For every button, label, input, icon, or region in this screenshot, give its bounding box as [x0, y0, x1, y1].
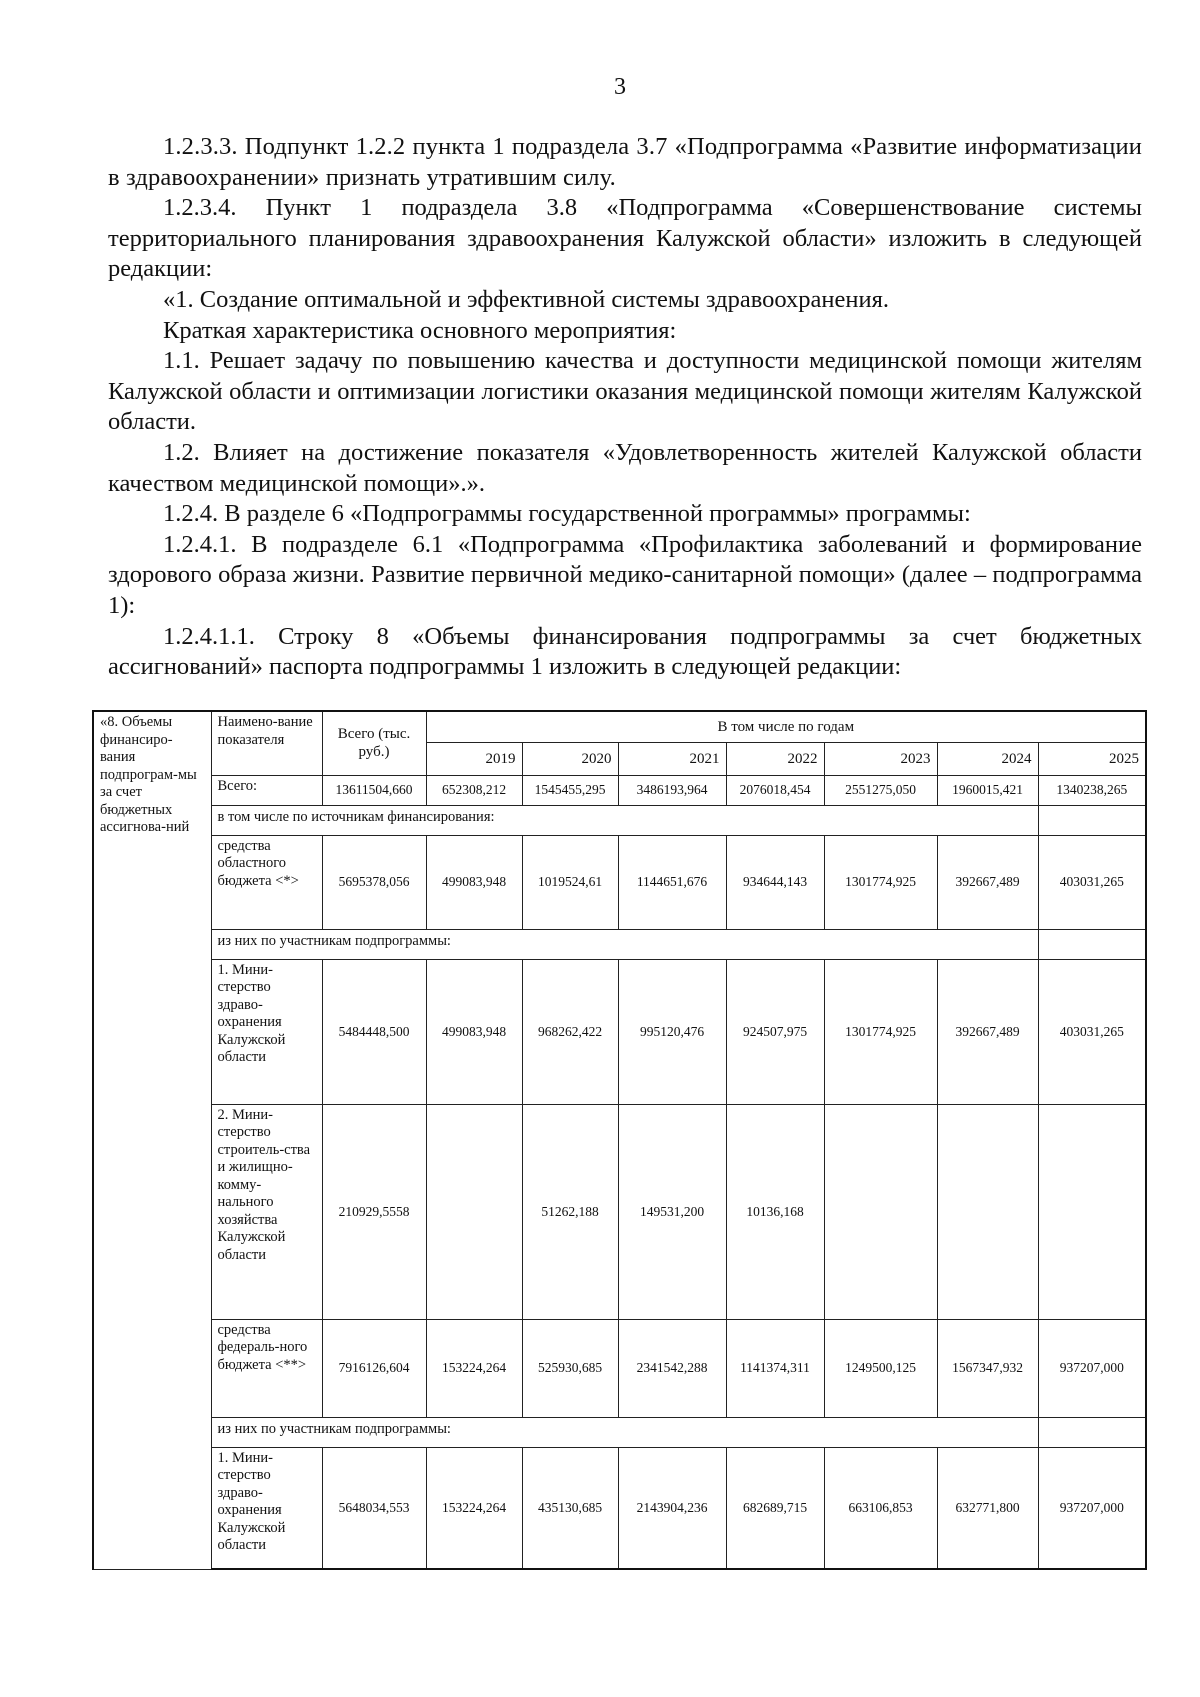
federal-budget-value: 937207,000	[1038, 1319, 1146, 1417]
total-row-value: 1340238,265	[1038, 775, 1146, 805]
ministry-health-federal-value: 682689,715	[726, 1447, 824, 1569]
ministry-construction-label: 2. Мини-стерство строитель-ства и жилищно-комму-нального хозяйства Калужской области	[211, 1104, 322, 1319]
regional-budget-total: 5695378,056	[322, 835, 426, 929]
federal-budget-label: средства федераль-ного бюджета <**>	[211, 1319, 322, 1417]
empty-cell	[1038, 929, 1146, 959]
paragraph-1-2-4: 1.2.4. В разделе 6 «Подпрограммы государственной программы» программы:	[163, 500, 971, 528]
total-row-value: 2551275,050	[824, 775, 937, 805]
regional-budget-value: 392667,489	[937, 835, 1038, 929]
ministry-construction-value	[426, 1104, 522, 1319]
ministry-health-federal-value: 663106,853	[824, 1447, 937, 1569]
regional-budget-value: 934644,143	[726, 835, 824, 929]
header-year: 2025	[1038, 742, 1146, 775]
header-year: 2023	[824, 742, 937, 775]
ministry-construction-value: 51262,188	[522, 1104, 618, 1319]
participants-caption: из них по участникам подпрограммы:	[211, 1417, 1038, 1447]
federal-budget-value: 153224,264	[426, 1319, 522, 1417]
financing-table	[92, 710, 1147, 1570]
paragraph-1-1: 1.1. Решает задачу по повышению качества и доступности медицинской помощи жителям Калужской области и оптимизации логистики оказания медицинской помощи жителям Калужской области.	[108, 347, 1142, 436]
total-row-value: 652308,212	[426, 775, 522, 805]
paragraph-1-2: 1.2. Влияет на достижение показателя «Удовлетворенность жителей Калужской области качеством медицинской помощи».».	[108, 438, 1142, 497]
ministry-health-regional-value: 1301774,925	[824, 959, 937, 1104]
empty-cell	[1038, 805, 1146, 835]
ministry-health-regional-total: 5484448,500	[322, 959, 426, 1104]
ministry-health-regional-value: 995120,476	[618, 959, 726, 1104]
federal-budget-value: 1249500,125	[824, 1319, 937, 1417]
regional-budget-value: 1019524,61	[522, 835, 618, 929]
empty-cell	[1038, 1417, 1146, 1447]
header-year: 2021	[618, 742, 726, 775]
header-by-years: В том числе по годам	[426, 711, 1146, 742]
header-year: 2024	[937, 742, 1038, 775]
ministry-construction-value	[1038, 1104, 1146, 1319]
ministry-construction-value	[937, 1104, 1038, 1319]
total-row-value: 3486193,964	[618, 775, 726, 805]
header-indicator: Наимено-вание показателя	[211, 711, 322, 775]
paragraph-1-2-4-1-1: 1.2.4.1.1. Строку 8 «Объемы финансирования подпрограммы за счет бюджетных ассигнований» паспорта подпрограммы 1 изложить в следующей редакции:	[108, 622, 1142, 681]
regional-budget-value: 1144651,676	[618, 835, 726, 929]
ministry-construction-value: 10136,168	[726, 1104, 824, 1319]
ministry-health-regional-value: 403031,265	[1038, 959, 1146, 1104]
ministry-construction-value	[824, 1104, 937, 1319]
ministry-health-regional-value: 924507,975	[726, 959, 824, 1104]
federal-budget-value: 525930,685	[522, 1319, 618, 1417]
ministry-health-federal-value: 632771,800	[937, 1447, 1038, 1569]
ministry-health-regional-label: 1. Мини-стерство здраво-охранения Калужской области	[211, 959, 322, 1104]
ministry-health-federal-value: 2143904,236	[618, 1447, 726, 1569]
total-row-label: Всего:	[211, 775, 322, 805]
ministry-health-federal-value: 435130,685	[522, 1447, 618, 1569]
total-row-total: 13611504,660	[322, 775, 426, 805]
federal-budget-value: 1141374,311	[726, 1319, 824, 1417]
header-total: Всего (тыс. руб.)	[322, 711, 426, 775]
regional-budget-value: 499083,948	[426, 835, 522, 929]
federal-budget-total: 7916126,604	[322, 1319, 426, 1417]
ministry-health-federal-value: 153224,264	[426, 1447, 522, 1569]
header-year: 2022	[726, 742, 824, 775]
regional-budget-label: средства областного бюджета <*>	[211, 835, 322, 929]
participants-caption: из них по участникам подпрограммы:	[211, 929, 1038, 959]
regional-budget-value: 403031,265	[1038, 835, 1146, 929]
ministry-health-federal-value: 937207,000	[1038, 1447, 1146, 1569]
ministry-health-federal-label: 1. Мини-стерство здраво-охранения Калужской области	[211, 1447, 322, 1569]
total-row-value: 1960015,421	[937, 775, 1038, 805]
federal-budget-value: 2341542,288	[618, 1319, 726, 1417]
sources-caption: в том числе по источникам финансирования:	[211, 805, 1038, 835]
ministry-construction-total: 210929,5558	[322, 1104, 426, 1319]
paragraph-1-2-3-3: 1.2.3.3. Подпункт 1.2.2 пункта 1 подраздела 3.7 «Подпрограмма «Развитие информатизации в здравоохранении» признать утратившим силу.	[108, 133, 1142, 191]
ministry-construction-value: 149531,200	[618, 1104, 726, 1319]
paragraph-1-2-3-4: 1.2.3.4. Пункт 1 подраздела 3.8 «Подпрограмма «Совершенствование системы территориального планирования здравоохранения Калужской области» изложить в следующей редакции:	[108, 194, 1142, 283]
paragraph-1-2-4-1: 1.2.4.1. В подразделе 6.1 «Подпрограмма «Профилактика заболеваний и формирование здорового образа жизни. Развитие первичной медико-санитарной помощи» (далее – подпрограмма 1):	[108, 530, 1142, 619]
total-row-value: 2076018,454	[726, 775, 824, 805]
ministry-health-regional-value: 499083,948	[426, 959, 522, 1104]
page-number: 3	[614, 74, 626, 100]
total-row-value: 1545455,295	[522, 775, 618, 805]
header-year: 2019	[426, 742, 522, 775]
row-title: «8. Объемы финансиро-вания подпрограм-мы за счет бюджетных ассигнова-ний	[93, 711, 211, 1569]
regional-budget-value: 1301774,925	[824, 835, 937, 929]
federal-budget-value: 1567347,932	[937, 1319, 1038, 1417]
ministry-health-regional-value: 392667,489	[937, 959, 1038, 1104]
header-year: 2020	[522, 742, 618, 775]
document-body	[108, 132, 1142, 683]
ministry-health-regional-value: 968262,422	[522, 959, 618, 1104]
paragraph-item-1: «1. Создание оптимальной и эффективной системы здравоохранения.	[163, 285, 890, 313]
paragraph-characteristic: Краткая характеристика основного мероприятия:	[163, 316, 677, 344]
ministry-health-federal-total: 5648034,553	[322, 1447, 426, 1569]
